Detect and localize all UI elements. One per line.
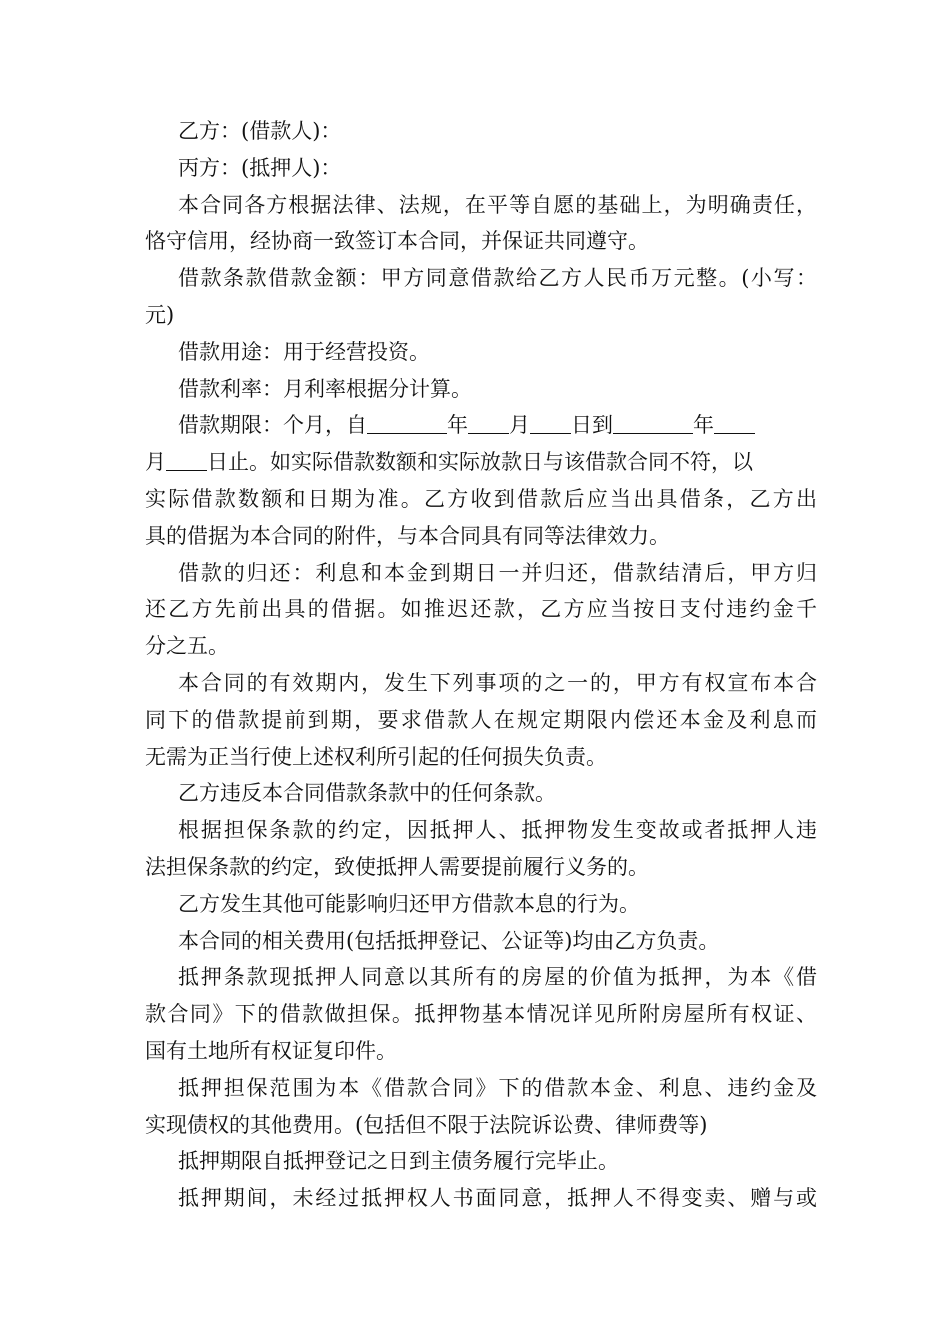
blank-line	[530, 432, 571, 434]
paragraph-line: 还乙方先前出具的借据。如推迟还款，乙方应当按日支付违约金千	[145, 597, 817, 622]
document-body	[145, 113, 817, 1217]
text-segment: 月	[145, 450, 166, 475]
paragraph-line: 乙方违反本合同借款条款中的任何条款。	[178, 781, 556, 806]
blank-line	[714, 432, 755, 434]
paragraph-line: 款合同》下的借款做担保。抵押物基本情况详见所附房屋所有权证、	[145, 1002, 817, 1027]
paragraph-line: 国有土地所有权证复印件。	[145, 1038, 397, 1063]
party-b-line: 乙方：(借款人)：	[178, 119, 342, 143]
blank-line	[468, 432, 509, 434]
party-c-line: 丙方：(抵押人)：	[178, 155, 342, 180]
loan-term-line	[145, 407, 817, 444]
blank-line	[367, 432, 447, 434]
paragraph-line: 借款的归还：利息和本金到期日一并归还，借款结清后，甲方归	[178, 560, 817, 585]
paragraph-line: 抵押期限自抵押登记之日到主债务履行完毕止。	[178, 1149, 619, 1174]
text-segment: 年	[693, 413, 714, 438]
paragraph-line: 无需为正当行使上述权利所引起的任何损失负责。	[145, 744, 607, 769]
paragraph-line: 借款利率：月利率根据分计算。	[178, 376, 472, 401]
paragraph-line: 乙方发生其他可能影响归还甲方借款本息的行为。	[178, 891, 640, 916]
blank-line	[166, 469, 207, 471]
text-segment: 年	[447, 413, 468, 438]
paragraph-line: 本合同的相关费用(包括抵押登记、公证等)均由乙方负责。	[178, 928, 720, 953]
paragraph-line: 同下的借款提前到期，要求借款人在规定期限内偿还本金及利息而	[145, 707, 817, 732]
loan-term-line-2	[145, 444, 817, 481]
text-segment: 日止。如实际借款数额和实际放款日与该借款合同不符，以	[207, 450, 753, 475]
paragraph-line: 恪守信用，经协商一致签订本合同，并保证共同遵守。	[145, 229, 649, 254]
paragraph-line: 分之五。	[145, 634, 229, 659]
text-segment: 借款期限：个月，自	[178, 413, 367, 438]
paragraph-line: 抵押担保范围为本《借款合同》下的借款本金、利息、违约金及	[178, 1075, 817, 1100]
paragraph-line: 抵押条款现抵押人同意以其所有的房屋的价值为抵押，为本《借	[178, 965, 817, 990]
paragraph-line: 借款用途：用于经营投资。	[178, 339, 430, 364]
text-segment: 日到	[571, 413, 613, 438]
paragraph-line: 借款条款借款金额：甲方同意借款给乙方人民币万元整。(小写：	[178, 266, 817, 291]
paragraph-line: 实际借款数额和日期为准。乙方收到借款后应当出具借条，乙方出	[145, 486, 817, 511]
paragraph-line: 元)	[145, 302, 175, 327]
paragraph-line: 抵押期间，未经过抵押权人书面同意，抵押人不得变卖、赠与或	[178, 1186, 817, 1211]
paragraph-line: 本合同的有效期内，发生下列事项的之一的，甲方有权宣布本合	[178, 670, 817, 695]
paragraph-line: 法担保条款的约定，致使抵押人需要提前履行义务的。	[145, 854, 649, 879]
blank-line	[613, 432, 693, 434]
paragraph-line: 具的借据为本合同的附件，与本合同具有同等法律效力。	[145, 523, 670, 548]
paragraph-line: 根据担保条款的约定，因抵押人、抵押物发生变故或者抵押人违	[178, 818, 817, 843]
text-segment: 月	[509, 413, 530, 438]
paragraph-line: 本合同各方根据法律、法规，在平等自愿的基础上，为明确责任，	[178, 192, 817, 217]
paragraph-line: 实现债权的其他费用。(包括但不限于法院诉讼费、律师费等)	[145, 1112, 708, 1137]
